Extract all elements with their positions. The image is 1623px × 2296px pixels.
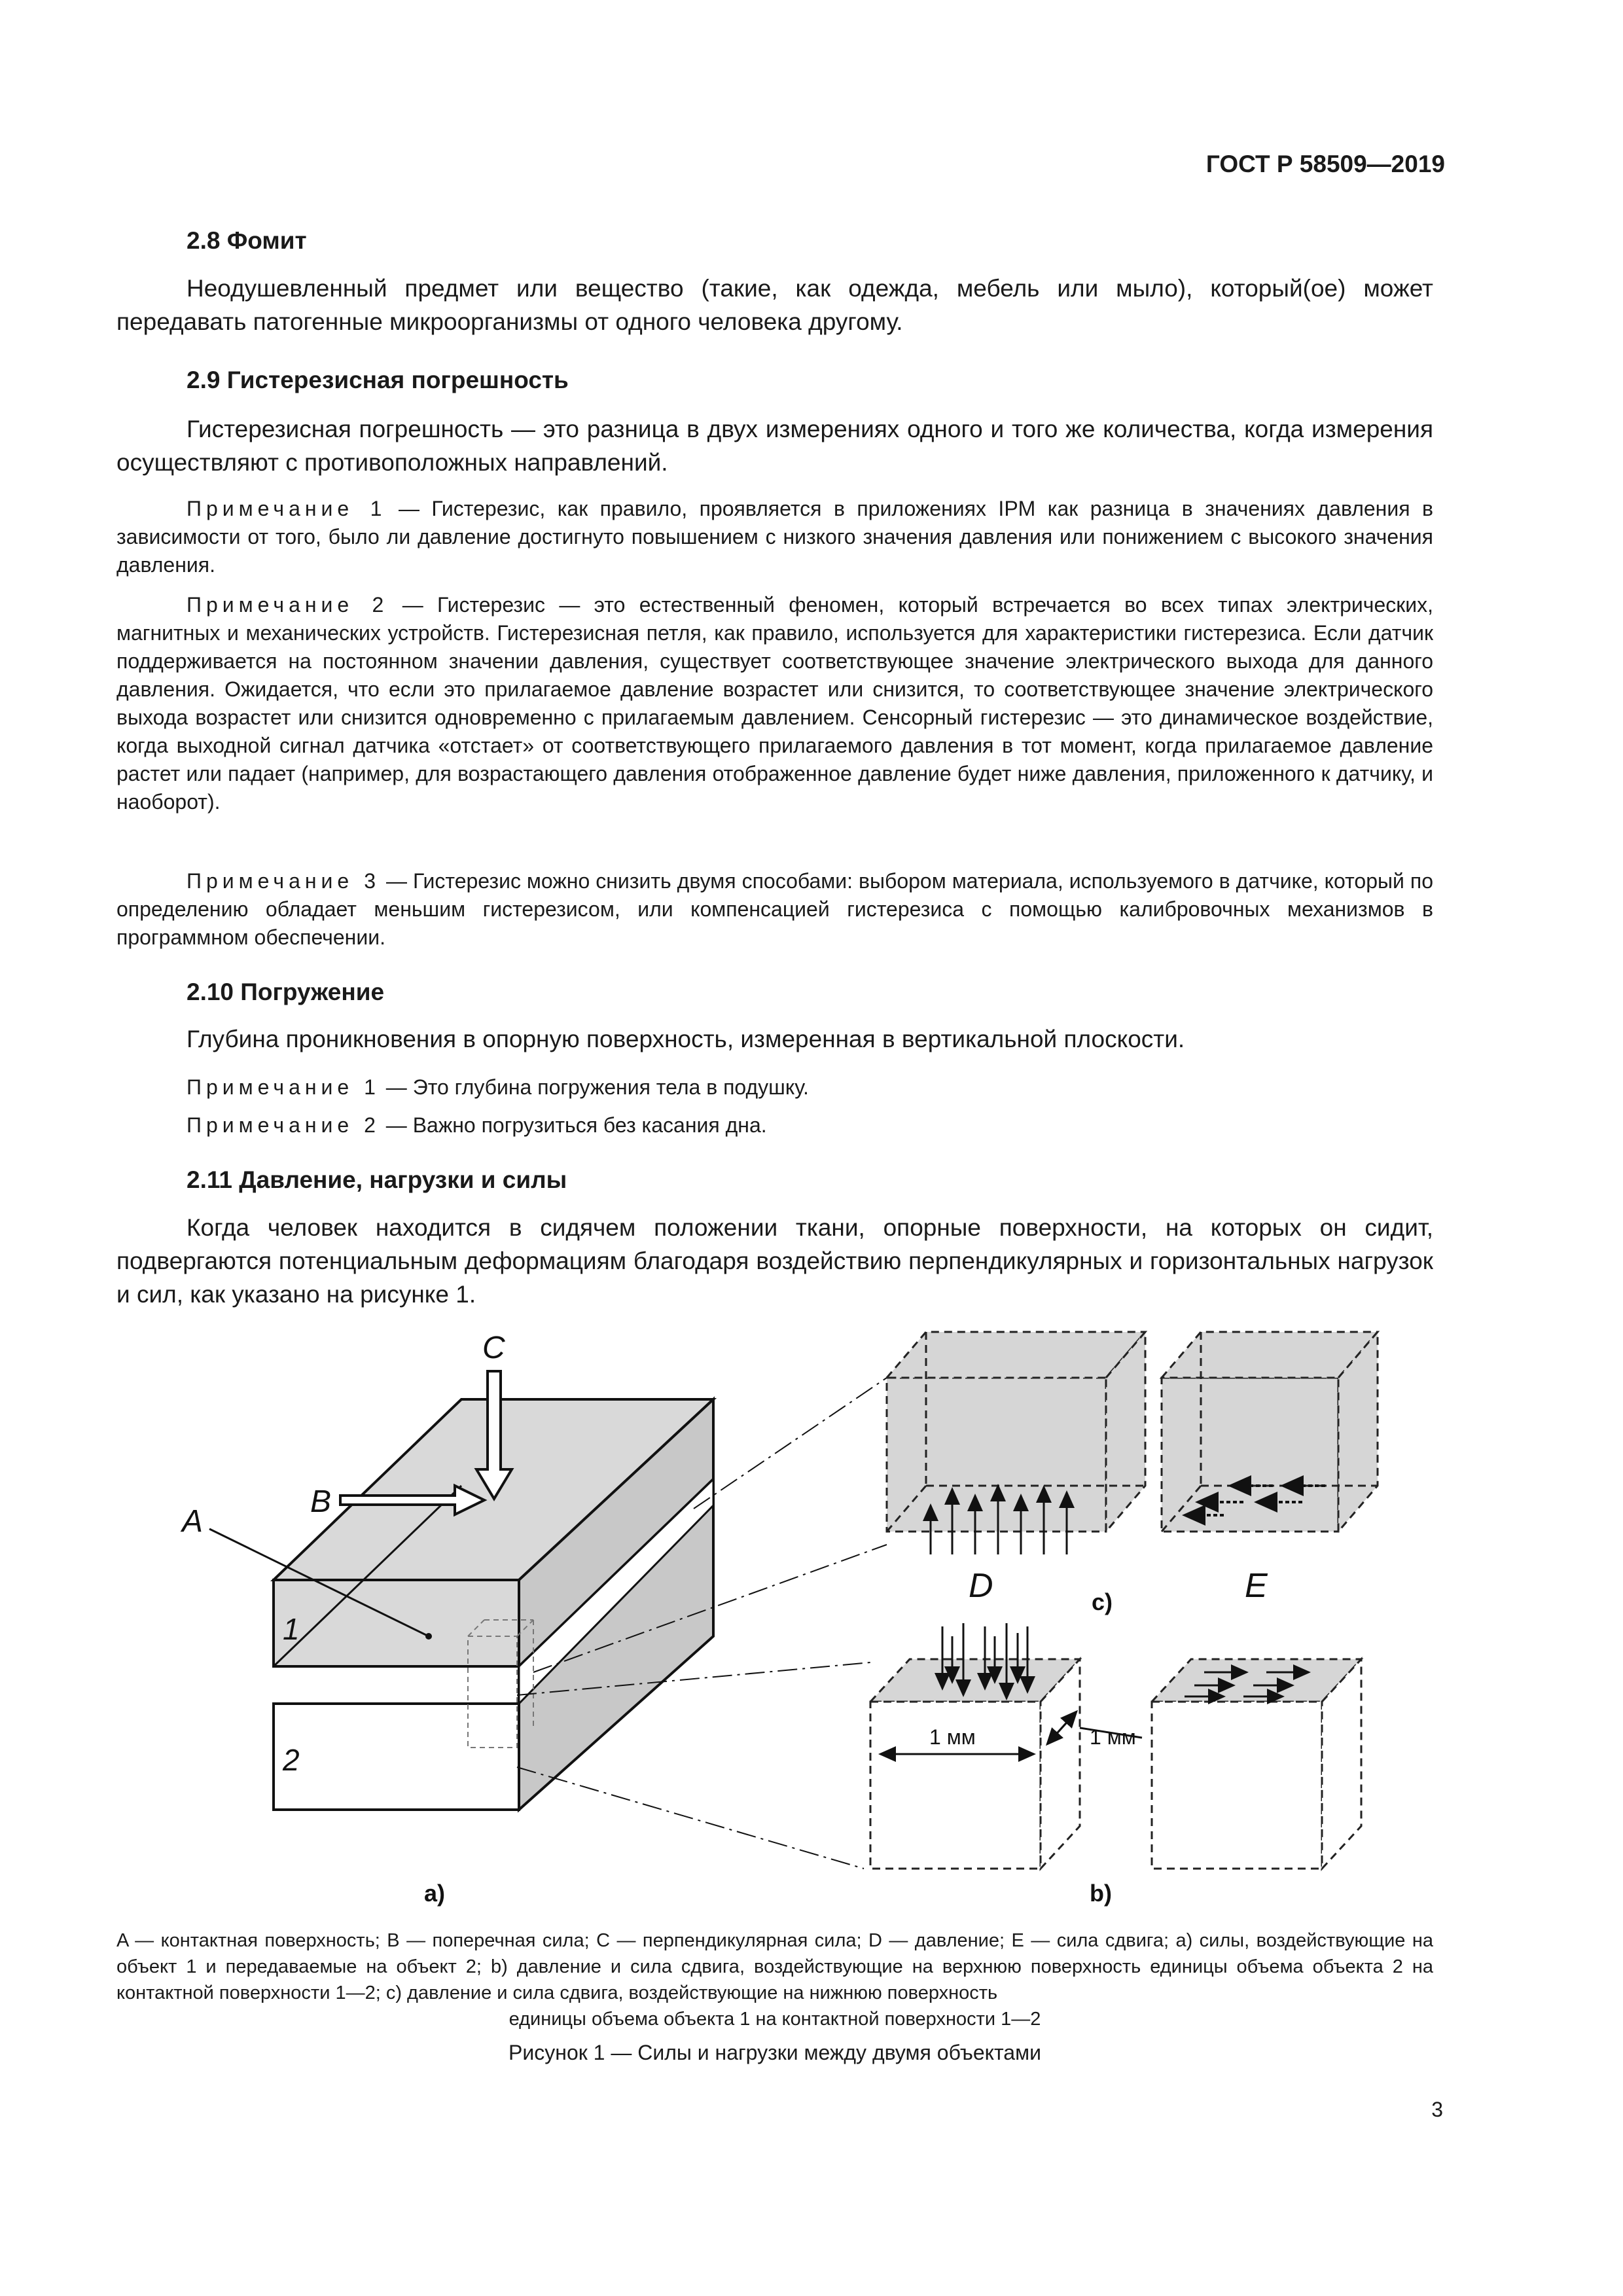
page-number: 3 bbox=[1431, 2098, 1443, 2121]
note-label: Примечание 3 bbox=[187, 869, 381, 893]
note-text: — Важно погрузиться без касания дна. bbox=[380, 1113, 767, 1137]
label-E: E bbox=[1245, 1567, 1268, 1605]
label-a: a) bbox=[424, 1880, 446, 1907]
label-C: C bbox=[482, 1331, 505, 1365]
note-label: Примечание 2 bbox=[187, 593, 389, 617]
label-object-2: 2 bbox=[283, 1743, 300, 1777]
figure-legend-last-line: единицы объема объекта 1 на контактной поверхности 1—2 bbox=[508, 2009, 1041, 2030]
paragraph-2-10: Глубина проникновения в опорную поверхность, измеренная в вертикальной плоскости. bbox=[187, 1026, 1185, 1052]
cube-b-shear bbox=[1152, 1659, 1361, 1869]
label-object-1: 1 bbox=[283, 1612, 300, 1646]
heading-2-8: 2.8 Фомит bbox=[187, 227, 307, 254]
document-header: ГОСТ Р 58509—2019 bbox=[1205, 151, 1445, 177]
note-text: — Гистерезис, как правило, проявляется в приложениях IPM как разница в значениях давления в зависимости от того, было ли давление достигнуто повышением с низкого значения давления или понижением с высокого значения давления. bbox=[116, 497, 1434, 577]
cube-d bbox=[887, 1332, 1145, 1532]
heading-2-11: 2.11 Давление, нагрузки и силы bbox=[187, 1166, 567, 1193]
note-text: — Это глубина погружения тела в подушку. bbox=[380, 1075, 809, 1099]
heading-2-9: 2.9 Гистерезисная погрешность bbox=[187, 367, 569, 393]
note-label: Примечание 2 bbox=[187, 1113, 380, 1137]
note-label: Примечание 1 bbox=[187, 1075, 380, 1099]
dimension-label-depth: 1 мм bbox=[1090, 1725, 1136, 1749]
label-c: c) bbox=[1092, 1588, 1113, 1615]
note-text: — Гистерезис можно снизить двумя способами: выбором материала, используемого в датчике, который по определению обладает меньшим гистерезисом, или компенсацией гистерезиса с помощью калибровочных механизмов в программном обеспечении. bbox=[116, 869, 1434, 949]
note-label: Примечание 1 bbox=[187, 497, 387, 520]
dimension-label-width: 1 мм bbox=[929, 1725, 976, 1749]
label-b: b) bbox=[1090, 1880, 1112, 1907]
figure-legend: A — контактная поверхность; B — поперечная сила; C — перпендикулярная сила; D — давление; E — сила сдвига; a) силы, воздействующие на объект 1 и передаваемые на объект 2; b) давление и сила сдвига, воздействующие на верхнюю поверхность единицы объема объекта 2 на контактной поверхности 1—2; c) давление и сила сдвига, воздействующие на нижнюю поверхность bbox=[116, 1930, 1433, 2003]
heading-2-10: 2.10 Погружение bbox=[187, 978, 385, 1005]
label-B: B bbox=[310, 1484, 332, 1519]
diagram-a bbox=[209, 1371, 887, 1869]
label-A: A bbox=[182, 1504, 204, 1539]
cube-b-pressure bbox=[870, 1659, 1080, 1869]
label-D: D bbox=[969, 1567, 993, 1605]
paragraph-2-9: Гистерезисная погрешность — это разница в двух измерениях одного и того же количества, когда измерения осуществляют с противоположных направлений. bbox=[116, 416, 1433, 476]
paragraph-2-11: Когда человек находится в сидячем положении ткани, опорные поверхности, на которых он сидит, подвергаются потенциальным деформациям благодаря воздействию перпендикулярных и горизонтальных нагрузок и сил, как указано на рисунке 1. bbox=[116, 1214, 1433, 1308]
paragraph-2-8: Неодушевленный предмет или вещество (такие, как одежда, мебель или мыло), который(ое) может передавать патогенные микроорганизмы от одного человека другому. bbox=[116, 275, 1433, 335]
figure-title: Рисунок 1 — Силы и нагрузки между двумя объектами bbox=[508, 2041, 1041, 2064]
note-text: — Гистерезис — это естественный феномен, который встречается во всех типах электрических, магнитных и механических устройств. Гистерезисная петля, как правило, используется для характеристики гистерезиса. Если датчик поддерживается на постоянном значении давления, существует соответствующее значение электрического выхода для данного давления. Ожидается, что если это прилагаемое давление возрастет или снизится, то соответствующее значение электрического выхода возрастет или снизится одновременно с прилагаемым давлением. Сенсорный гистерезис — это динамическое воздействие, когда выходной сигнал датчика «отстает» от соответствующего прилагаемого давления в тот момент, когда прилагаемое давление растет или падает (например, для возрастающего давления отображенное давление будет ниже давления, приложенного к датчику, и наоборот). bbox=[116, 593, 1434, 814]
